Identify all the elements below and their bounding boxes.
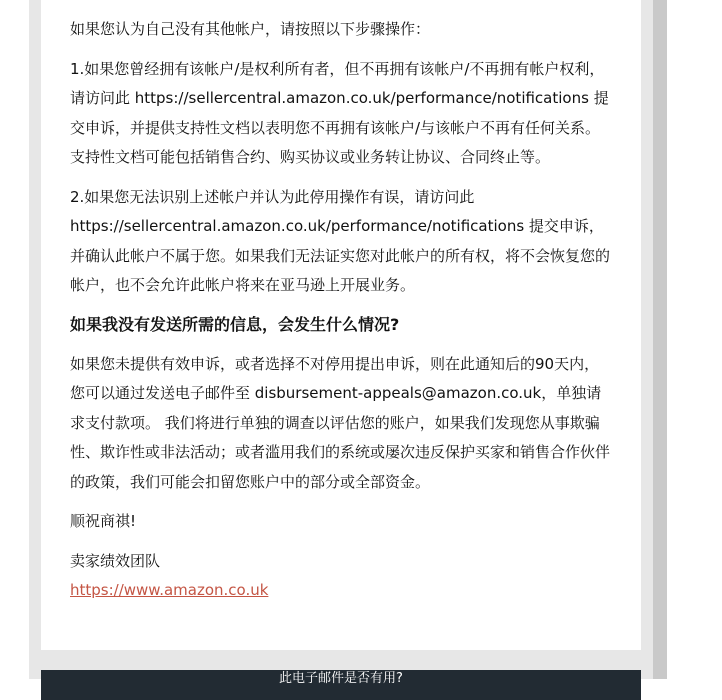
email-body: [41, 0, 641, 650]
closing-line: 顺祝商祺!: [70, 512, 137, 530]
section-heading: 如果我没有发送所需的信息，会发生什么情况?: [70, 314, 400, 334]
step-1-paragraph: 1.如果您曾经拥有该帐户/是权利所有者，但不再拥有该帐户/不再拥有帐户权利，请访问此 https://sellercentral.amazon.co.uk/performance/notifications 提交申诉，并提供支持性文档以表明您不再拥有该帐户/与该帐户不再有任何关系。支持性文档可能包括销售合约、购买协议或业务转让协议、合同终止等。: [70, 59, 609, 166]
feedback-bar: [41, 670, 641, 700]
signature: 卖家绩效团队: [70, 551, 161, 570]
warning-paragraph: 如果您未提供有效申诉，或者选择不对停用提出申诉，则在此通知后的90天内，您可以通过发送电子邮件至 disbursement-appeals@amazon.co.uk，单独请求支付款项。 我们将进行单独的调查以评估您的账户，如果我们发现您从事欺骗性、欺诈性或非法活动；或者滥用我们的系统或屡次违反保护买家和销售合作伙伴的政策，我们可能会扣留您账户中的部分或全部资金。: [70, 354, 611, 491]
amazon-link[interactable]: https://www.amazon.co.uk: [70, 581, 269, 599]
step-2-paragraph: 2.如果您无法识别上述帐户并认为此停用操作有误，请访问此 https://sellercentral.amazon.co.uk/performance/notifications 提交申诉，并确认此帐户不属于您。如果我们无法证实您对此帐户的所有权，将不会恢复您的帐户，也不会允许此帐户将来在亚马逊上开展业务。: [70, 187, 611, 294]
intro-paragraph: 如果您认为自己没有其他帐户，请按照以下步骤操作：: [70, 20, 431, 38]
scrollbar-track[interactable]: [653, 0, 667, 679]
feedback-question: 此电子邮件是否有用?: [279, 671, 403, 686]
